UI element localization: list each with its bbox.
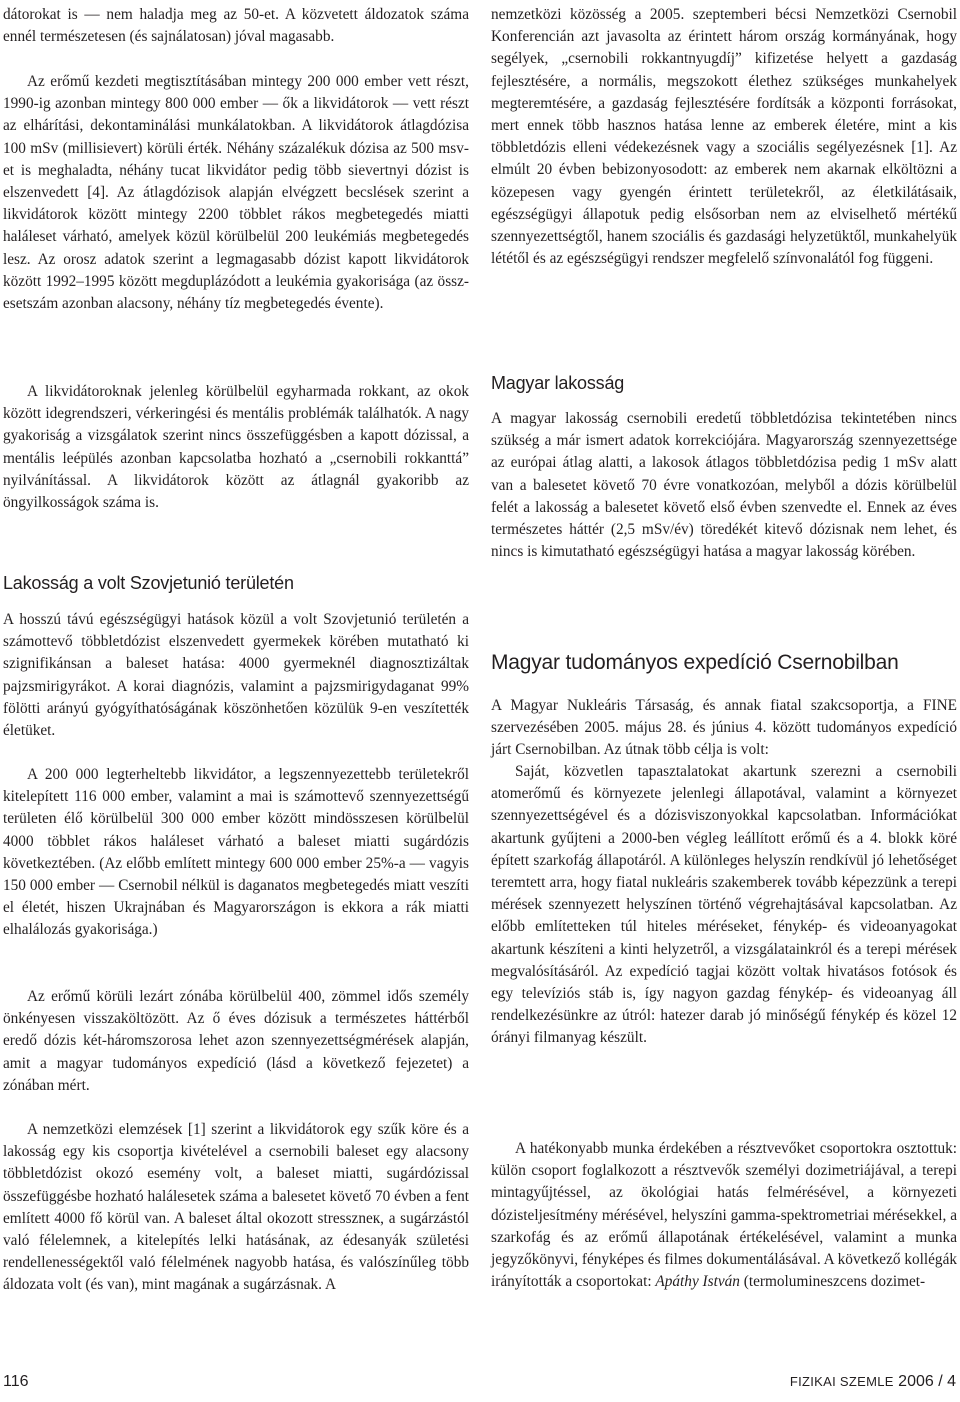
paragraph	[491, 1138, 957, 1293]
paragraph: Az erőmű körüli lezárt zónába körülbelül 400, zömmel idős személy önkényesen visszaköltözött. Az ő éves dózisuk a természetes háttérből eredő dózis két-háromszorosa lehet azon szennyezettségmérések alapján, amit a magyar tudományos expedíció (lásd a következő fejezetet) a zónában mért.	[3, 988, 469, 1094]
paragraph: A likvidátoroknak jelenleg körülbelül egyharmada rokkant, az okok között idegrendszeri, vérkeringési és mentális problémák találhatók. A nagy gyakoriság a vizsgálatok szerint nincs összefüggésben a kapott dózissal, a mentális leépülés azonban kapcsolatba hozható a „csernobili rokkanttá” nyilvánítással. A likvidátorok között az átlagnál gyakoribb az öngyilkosságok száma is.	[3, 383, 469, 512]
paragraph: dátorokat is — nem haladja meg az 50-et. A közvetett áldozatok száma ennél természetesen (és sajnálatosan) jóval magasabb.	[3, 6, 469, 46]
paragraph-tail: (termolumineszcens dozimet-	[739, 1273, 926, 1291]
paragraph: A Magyar Nukleáris Társaság, és annak fiatal szakcsoportja, a FINE szervezésében 2005. május 28. és június 4. között tudományos expedíció járt Csernobilban. Az útnak több célja is volt:	[491, 697, 957, 759]
journal-footer	[790, 1373, 956, 1391]
page-number: 116	[3, 1373, 29, 1390]
section-heading: Magyar tudományos expedíció Csernobilban	[491, 651, 899, 674]
journal-name: FIZIKAI SZEMLE	[789, 1374, 894, 1389]
paragraph: A nemzetközi elemzések [1] szerint a likvidátorok egy szűk köre és a lakosság egy kis csoportja kivételével a csernobili baleset egy alacsony többletdózist okozó esemény volt, a baleset miatti, sugárdózissal összefüggésbe hozható halálesetek száma a balesetet követő 70 évben a fent említett 4000 fő körül van. A baleset által okozott stresszneк, a sugárzástól való félelemnek, a kitelepítés lelki hatásának, az édesanyák születési rendellenességektől való félelmének nagyobb hatása, és valószínűleg több áldozata volt (és van), mint magának a sugárzásnak. A	[3, 1121, 469, 1294]
paragraph-text: A hatékonyabb munka érdekében a résztvevőket csoportokra osztottuk: külön csoport foglalkozott a résztvevők személyi dozimetriájával, a terepi mintagyűjtéssel, az ökológiai hatás felmérésével, a környezeti dózisteljesítmény mérésével, helyszíni gamma-spektrometriai mérésekkel, a szarkofág és az erőmű állapotának értékelésével, valamint a munka jegyzőkönyvi, fényképes és filmes dokumentálásával. A következő kollégák irányították a csoportokat:	[491, 1140, 958, 1291]
section-heading: Lakosság a volt Szovjetunió területén	[3, 573, 294, 593]
section-heading: Magyar lakosság	[491, 373, 625, 393]
paragraph: A hosszú távú egészségügyi hatások közül a volt Szovjetunió területén a számottevő többletdózist elszenvedett gyermekek körében mutatható ki szignifikánsan a baleset hatása: 4000 gyermeknél diagnosztizáltak pajzsmirigyrákot. A korai diagnózis, valamint a pajzsmirigydaganat 99% fölötti arányú gyógyíthatóságának köszönhetően közülük 9-en veszítették életüket.	[3, 611, 469, 740]
person-name: Apáthy István	[655, 1273, 740, 1291]
paragraph: A magyar lakosság csernobili eredetű többletdózisa tekintetében nincs szükség a már ismert adatok korrekciójára. Magyarország szennyezettsége az európai átlag alatti, a lakosok átlagos többletdózisa pedig 1 mSv alatt van a balesetet követő 70 évre vonatkozóan, melyből a dózis körülbelül felét a lakosság a balesetet követő első évben szenvedte el. Ennek az éves természetes háttér (2,5 mSv/év) töredékét kitevő dózisnak nem lehet, és nincs is kimutatható egészségügyi hatása a magyar lakosság körében.	[491, 410, 957, 561]
paragraph: nemzetközi közösség a 2005. szeptemberi bécsi Nemzetközi Csernobil Konferencián azt javasolta az érintett három ország kormányának, hogy segélyek, „csernobili rokkantnyugdíj” kifizetése helyett a gazdaság fejlesztésére, a normális, megszokott élethez szükséges munkahelyek megteremtésére, a gazdaság fejlesztésére fordítsák a központi forrásokat, mert ennek több hasznos hatása lenne az emberek életére, mint a kis többletdózis elleni védekezésnek vagy a szociális segélyezésnek [1]. Az elmúlt 20 évben bebizonyosodott: az emberek nem akarnak elköltözni a közepesen vagy gyengén érintett területekről, az életkilátásaik, egészségügyi állapotuk pedig elsősorban nem az elviselhető mértékű szennyezettségtől, hanem szociális és gazdasági helyzetüktől, munkahelyük lététől és az egészségügyi rendszer megfelelő színvonalától fog függeni.	[491, 6, 957, 268]
paragraph: A 200 000 legterheltebb likvidátor, a legszennyezettebb területekről kitelepített 116 000 ember, valamint a mai is számottevő szennyezettségű területen élő körülbelül 300 000 ember között mindösszesen körülbelül 4000 többlet rákos haláleset várható a baleset miatti sugárdózis következtében. (Az előbb említett mintegy 600 000 ember 25%-a — vagyis 150 000 ember — Csernobil nélkül is daganatos megbetegedés miatt veszíti el életét, hiszen Ukrajnában és Magyarországon is ekkora a rák miatti elhalálozás gyakorisága.)	[3, 766, 469, 939]
journal-issue: 2006 / 4	[898, 1373, 956, 1390]
paragraph: Az erőmű kezdeti megtisztításában mintegy 200 000 ember vett részt, 1990-ig azonban mintegy 800 000 ember — ők a likvidátorok — vett részt az elhárítási, dekontaminálási munkálatokban. A likvidátorok átlagdózisa 100 mSv (millisievert) körüli érték. Néhány százalékuk dózisa az 500 msv-et is meghaladta, néhány tucat likvidátor pedig több sievertnyi dózist is elszenvedett [4]. Az átlagdózisok alapján elvégzett becslések szerint a likvidátorok között mintegy 2200 többlet rákos megbetegedés miatti haláleset várható, amelyek közül körülbelül 200 leukémiás megbetegedés lesz. Az orosz adatok szerint a legmagasabb dózist kapott likvidátorok között 1992–1995 között megduplázódott a leukémia gyakorisága (az össz-esetszám azonban alacsony, néhány tíz megbetegedés évente).	[3, 73, 469, 313]
paragraph: Saját, közvetlen tapasztalatokat akartunk szerezni a csernobili atomerőmű és környezete jelenlegi állapotával, valamint a környezet szennyezettségével és a dózisviszonyokkal kapcsolatban. Információkat akartunk gyűjteni a 2000-ben végleg leállított erőmű és a 4. blokk köré épített szarkofág állapotáról. A különleges helyszín rendkívül jó lehetőséget teremtett arra, hogy fiatal nukleáris szakemberek tovább képezzünk a terepi mérések szennyezett helyszínen történő végrehajtásával kapcsolatban. Az előbb említetteken túl hiteles méréseket, fénykép- és videoanyagokat akartunk készíteni a kinti helyzetről, a vizsgálatainkról és a terepi mérések megvalósításáról. Az expedíció tagjai között voltak hivatásos fotósok és egy televíziós stáb is, így nagyon gazdag fénykép- és videoanyag áll rendelkezésünkre az útról: hatezer darab jó minőségű fénykép és közel 12 órányi filmanyag készült.	[491, 763, 957, 1047]
